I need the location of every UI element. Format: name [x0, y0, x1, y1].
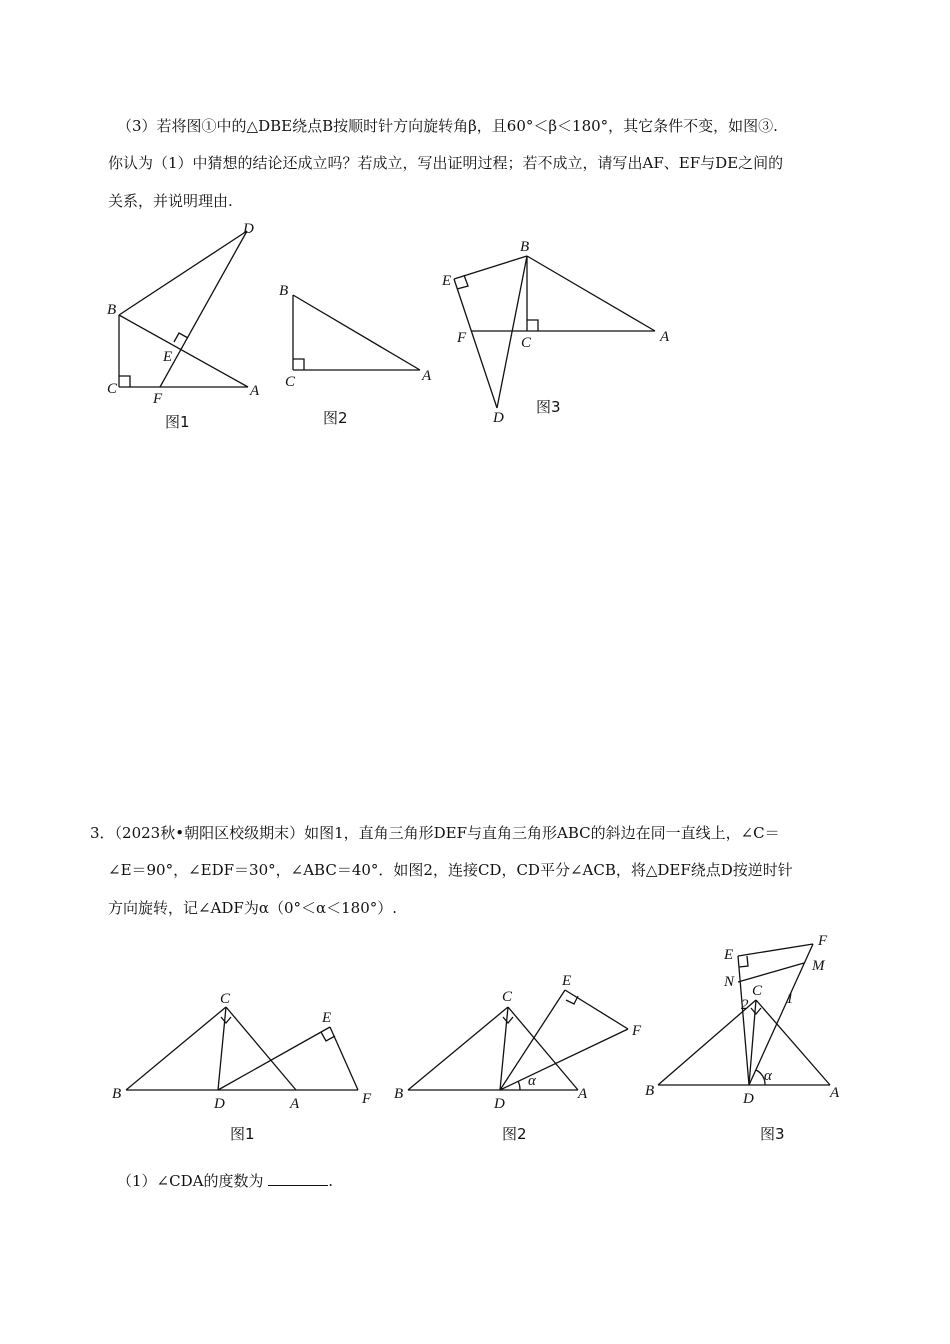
bottom-fig2-label-alpha: α [528, 1073, 536, 1089]
top-figure-3 [441, 239, 670, 426]
top-fig2-caption: 图2 [323, 409, 348, 427]
q3-line1: 3．（2023秋•朝阳区校级期末）如图1，直角三角形DEF与直角三角形ABC的斜边在同一直线上，∠C＝ [90, 824, 780, 842]
bottom-fig1-label-e: E [322, 1010, 332, 1026]
top-fig1-label-a: A [250, 383, 260, 399]
bottom-fig3-label-m: M [812, 958, 825, 974]
bottom-fig3-label-d: D [743, 1091, 754, 1107]
top-figures [95, 215, 695, 445]
top-fig3-caption: 图3 [536, 398, 561, 416]
bottom-figure-2 [394, 973, 642, 1143]
top-fig1-label-f: F [153, 391, 163, 407]
q3-line3: 方向旋转，记∠ADF为α（0°＜α＜180°）. [108, 899, 398, 917]
q2-part3-line2: 你认为（1）中猜想的结论还成立吗？若成立，写出证明过程；若不成立，请写出AF、EF与DE之间的 [108, 154, 784, 172]
top-fig3-label-d: D [493, 410, 504, 426]
bottom-fig3-label-a: A [830, 1085, 840, 1101]
bottom-fig3-label-f: F [818, 933, 828, 949]
top-fig3-label-e: E [442, 273, 452, 289]
top-figure-1 [107, 221, 260, 431]
bottom-fig3-label-e: E [724, 947, 734, 963]
bottom-fig1-caption: 图1 [230, 1125, 255, 1143]
bottom-figure-1 [112, 991, 372, 1143]
bottom-fig2-label-b: B [394, 1086, 404, 1102]
bottom-figure-3 [645, 933, 840, 1143]
top-fig2-label-a: A [422, 368, 432, 384]
q3-sub1-answer-blank[interactable] [268, 1171, 328, 1186]
top-fig2-label-b: B [279, 283, 289, 299]
top-fig3-label-f: F [457, 330, 467, 346]
bottom-figures [100, 925, 860, 1155]
bottom-fig1-label-a: A [290, 1096, 300, 1112]
top-fig1-label-e: E [163, 349, 173, 365]
top-fig1-label-c: C [107, 381, 118, 397]
bottom-fig2-label-d: D [494, 1096, 505, 1112]
top-fig3-label-c: C [521, 335, 532, 351]
q3-line2: ∠E＝90°，∠EDF＝30°，∠ABC＝40°．如图2，连接CD，CD平分∠ACB，将△DEF绕点D按逆时针 [108, 861, 793, 879]
bottom-fig1-label-d: D [214, 1096, 225, 1112]
top-figure-2 [279, 283, 432, 427]
bottom-fig3-label-c: C [752, 983, 763, 999]
top-fig2-label-c: C [285, 374, 296, 390]
top-fig1-caption: 图1 [165, 413, 190, 431]
bottom-fig1-label-f: F [362, 1091, 372, 1107]
q3-sub1 [117, 1170, 333, 1192]
top-fig3-label-b: B [520, 239, 530, 255]
q2-part3-line3: 关系，并说明理由. [108, 192, 233, 210]
bottom-fig2-label-c: C [502, 989, 513, 1005]
bottom-fig3-label-2: 2 [741, 997, 749, 1013]
bottom-fig3-label-n: N [724, 974, 735, 990]
bottom-fig2-label-f: F [632, 1023, 642, 1039]
q3-sub1-suffix: . [328, 1172, 334, 1190]
bottom-fig3-label-b: B [645, 1083, 655, 1099]
bottom-fig3-label-alpha: α [764, 1068, 772, 1084]
bottom-fig3-label-1: 1 [786, 991, 794, 1007]
top-fig1-label-d: D [243, 221, 254, 237]
bottom-fig2-caption: 图2 [502, 1125, 527, 1143]
bottom-fig2-label-a: A [578, 1086, 588, 1102]
bottom-fig1-label-b: B [112, 1086, 122, 1102]
bottom-fig3-caption: 图3 [760, 1125, 785, 1143]
q3-sub1-prefix: （1）∠CDA的度数为 [117, 1172, 264, 1190]
q2-part3-line1: （3）若将图①中的△DBE绕点B按顺时针方向旋转角β，且60°＜β＜180°，其它条件不变，如图③. [117, 117, 778, 135]
top-fig3-label-a: A [660, 329, 670, 345]
top-fig1-label-b: B [107, 302, 117, 318]
bottom-fig2-label-e: E [562, 973, 572, 989]
bottom-fig1-label-c: C [220, 991, 231, 1007]
